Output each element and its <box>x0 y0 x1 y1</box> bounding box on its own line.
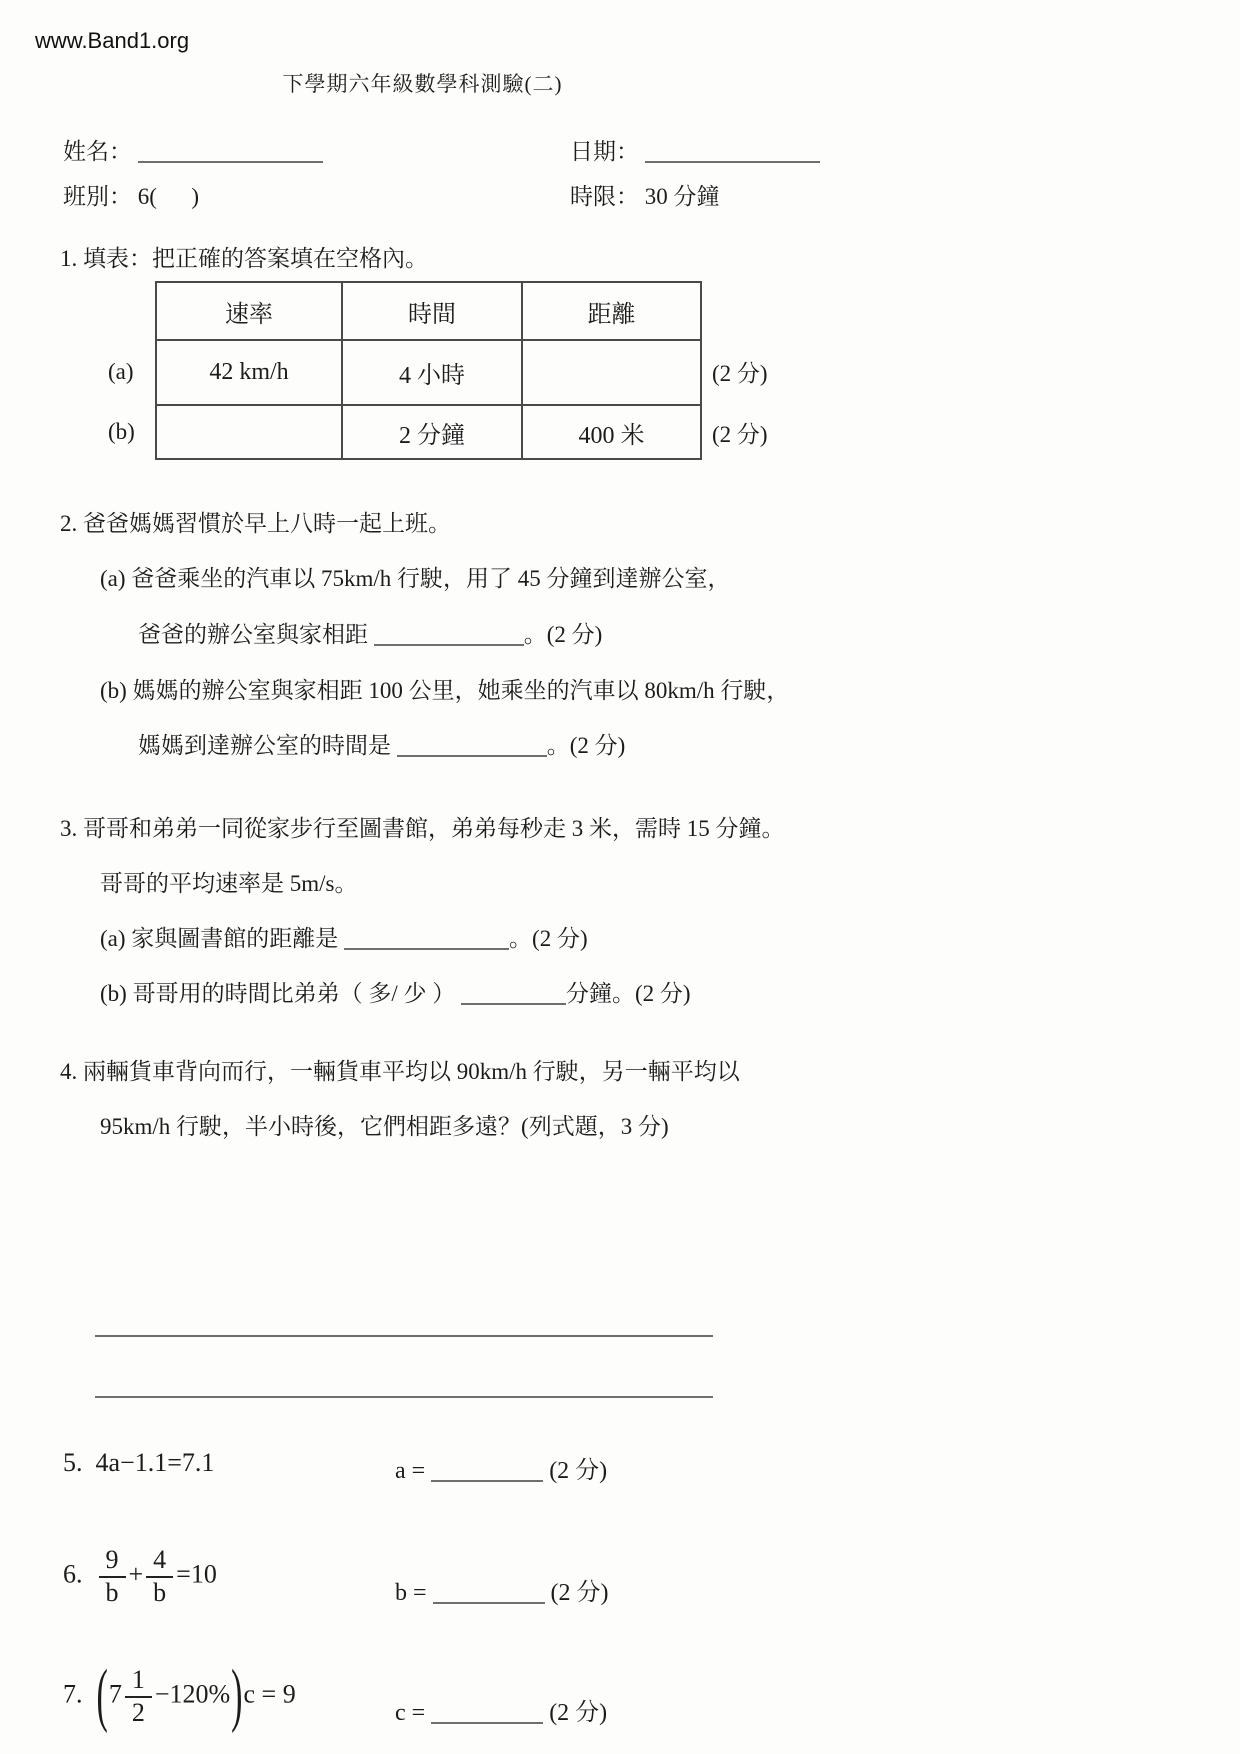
q1-header-marks <box>702 281 806 339</box>
q3a-label: (a) <box>100 926 126 951</box>
q7-equation-row <box>63 1656 296 1735</box>
q2b-label: (b) <box>100 678 127 703</box>
q2b-answer-blank <box>397 733 547 757</box>
q7-whole-number: 7 <box>108 1679 122 1709</box>
q5-marks: (2 分) <box>549 1458 608 1484</box>
name-blank <box>138 139 323 163</box>
q2a-line2 <box>138 616 602 649</box>
name-field <box>63 133 323 166</box>
class-field <box>63 178 199 211</box>
q3a-prefix: 家與圖書館的距離是 <box>131 926 339 951</box>
q3a-line <box>100 920 588 953</box>
q6-frac2-denominator: b <box>146 1576 173 1609</box>
q2b-line1 <box>100 672 789 705</box>
q4-working-line-2 <box>95 1396 713 1398</box>
q1-b-speed-blank-cell <box>155 404 341 460</box>
q5-answer-row <box>395 1450 607 1485</box>
q2a-answer-suffix: 。(2 分) <box>523 622 603 647</box>
q5-equation: 4a−1.1=7.1 <box>95 1448 215 1477</box>
q1-b-distance: 400 米 <box>521 404 702 460</box>
q6-fraction-1 <box>99 1545 126 1608</box>
q6-number: 6. <box>63 1559 83 1589</box>
q7-frac-numerator: 1 <box>131 1665 145 1694</box>
q3b-suffix: 分鐘。(2 分) <box>565 981 691 1006</box>
q1-number: 1. <box>60 246 78 271</box>
q1-a-time: 4 小時 <box>341 339 521 404</box>
q2b-text: 媽媽的辦公室與家相距 100 公里，她乘坐的汽車以 80km/h 行駛， <box>132 678 790 703</box>
q6-equation-row <box>63 1545 217 1608</box>
q2-heading <box>60 505 451 538</box>
q2a-line1 <box>100 560 731 593</box>
time-limit-label: 時限： <box>570 184 639 209</box>
q6-frac1-denominator: b <box>99 1576 126 1609</box>
watermark: www.Band1.org <box>35 28 190 53</box>
q3-text-line2: 哥哥的平均速率是 5m/s。 <box>100 871 358 896</box>
q2b-answer-suffix: 。(2 分) <box>546 733 626 758</box>
q6-answer-prefix: b = <box>395 1580 427 1606</box>
q2a-text: 爸爸乘坐的汽車以 75km/h 行駛，用了 45 分鐘到達辦公室， <box>131 566 731 591</box>
q3-text-line1: 哥哥和弟弟一同從家步行至圖書館，弟弟每秒走 3 米，需時 15 分鐘。 <box>83 816 785 841</box>
q1-row-b-label: (b) <box>108 419 135 444</box>
q2b-line2 <box>138 727 625 760</box>
q7-marks: (2 分) <box>549 1700 608 1726</box>
q1-heading <box>60 240 428 273</box>
q3b-answer-blank <box>461 981 566 1005</box>
q4-working-line-1 <box>95 1335 713 1337</box>
class-label: 班別： <box>63 184 132 209</box>
q3b-label: (b) <box>100 981 127 1006</box>
q2b-answer-prefix: 媽媽到達辦公室的時間是 <box>138 733 391 758</box>
q2a-answer-blank <box>374 622 524 646</box>
q7-close-paren: ) <box>231 1656 243 1735</box>
q6-answer-blank <box>433 1580 545 1604</box>
q1-b-time: 2 分鐘 <box>341 404 521 460</box>
q3a-answer-blank <box>344 926 509 950</box>
q6-answer-row <box>395 1572 609 1607</box>
q3-heading <box>60 810 785 843</box>
name-label: 姓名： <box>63 139 132 164</box>
q2a-answer-prefix: 爸爸的辦公室與家相距 <box>138 622 368 647</box>
q2-number: 2. <box>60 511 78 536</box>
q1-b-marks: (2 分) <box>712 421 768 447</box>
q6-fraction-2 <box>146 1545 173 1608</box>
q1-a-distance-blank-cell <box>521 339 702 404</box>
q3b-line <box>100 975 691 1008</box>
q5-answer-prefix: a = <box>395 1458 426 1484</box>
q7-frac-denominator: 2 <box>125 1696 152 1729</box>
q6-frac2-numerator: 4 <box>153 1545 167 1574</box>
q6-plus-sign: + <box>128 1559 144 1589</box>
q1-table <box>108 281 806 460</box>
time-limit-value: 30 分鐘 <box>644 184 720 209</box>
class-value: 6( ) <box>137 184 200 209</box>
q1-table-corner <box>108 281 155 339</box>
date-field <box>570 133 820 166</box>
q7-minus-percent: −120% <box>154 1679 231 1709</box>
q1-col-time: 時間 <box>341 281 521 339</box>
q4-text-line2: 95km/h 行駛，半小時後，它們相距多遠？(列式題，3 分) <box>100 1114 669 1139</box>
q6-marks: (2 分) <box>550 1580 609 1606</box>
q2-text: 爸爸媽媽習慣於早上八時一起上班。 <box>83 511 451 536</box>
q5-equation-row <box>63 1448 214 1478</box>
q3-line2 <box>100 865 357 898</box>
q1-a-marks: (2 分) <box>712 361 768 386</box>
q4-heading <box>60 1053 740 1086</box>
q7-open-paren: ( <box>96 1656 108 1735</box>
q2a-label: (a) <box>100 566 126 591</box>
q4-text-line1: 兩輛貨車背向而行，一輛貨車平均以 90km/h 行駛，另一輛平均以 <box>83 1059 740 1084</box>
q7-number: 7. <box>63 1679 83 1709</box>
page-title: 下學期六年級數學科測驗(二) <box>282 72 563 96</box>
q7-answer-prefix: c = <box>395 1700 426 1726</box>
q7-answer-row <box>395 1692 607 1727</box>
q1-col-distance: 距離 <box>521 281 702 339</box>
q7-mixed-fraction <box>125 1665 152 1728</box>
q1-a-speed: 42 km/h <box>155 339 341 404</box>
q7-equation-tail: c = 9 <box>243 1679 296 1709</box>
date-blank <box>645 139 820 163</box>
q4-line2 <box>100 1108 669 1141</box>
time-limit-field <box>570 178 720 211</box>
q4-number: 4. <box>60 1059 78 1084</box>
q3-number: 3. <box>60 816 78 841</box>
q6-frac1-numerator: 9 <box>105 1545 119 1574</box>
q1-text: 填表：把正確的答案填在空格內。 <box>83 246 428 271</box>
q3a-suffix: 。(2 分) <box>509 926 588 951</box>
q6-equation-tail: =10 <box>176 1559 217 1589</box>
q1-col-speed: 速率 <box>155 281 341 339</box>
date-label: 日期： <box>570 139 639 164</box>
q3b-prefix: 哥哥用的時間比弟弟（ 多/ 少 ） <box>132 981 456 1006</box>
q5-number: 5. <box>63 1448 83 1477</box>
q5-answer-blank <box>431 1458 543 1482</box>
q1-row-a-label: (a) <box>108 358 134 384</box>
q7-answer-blank <box>431 1700 543 1724</box>
